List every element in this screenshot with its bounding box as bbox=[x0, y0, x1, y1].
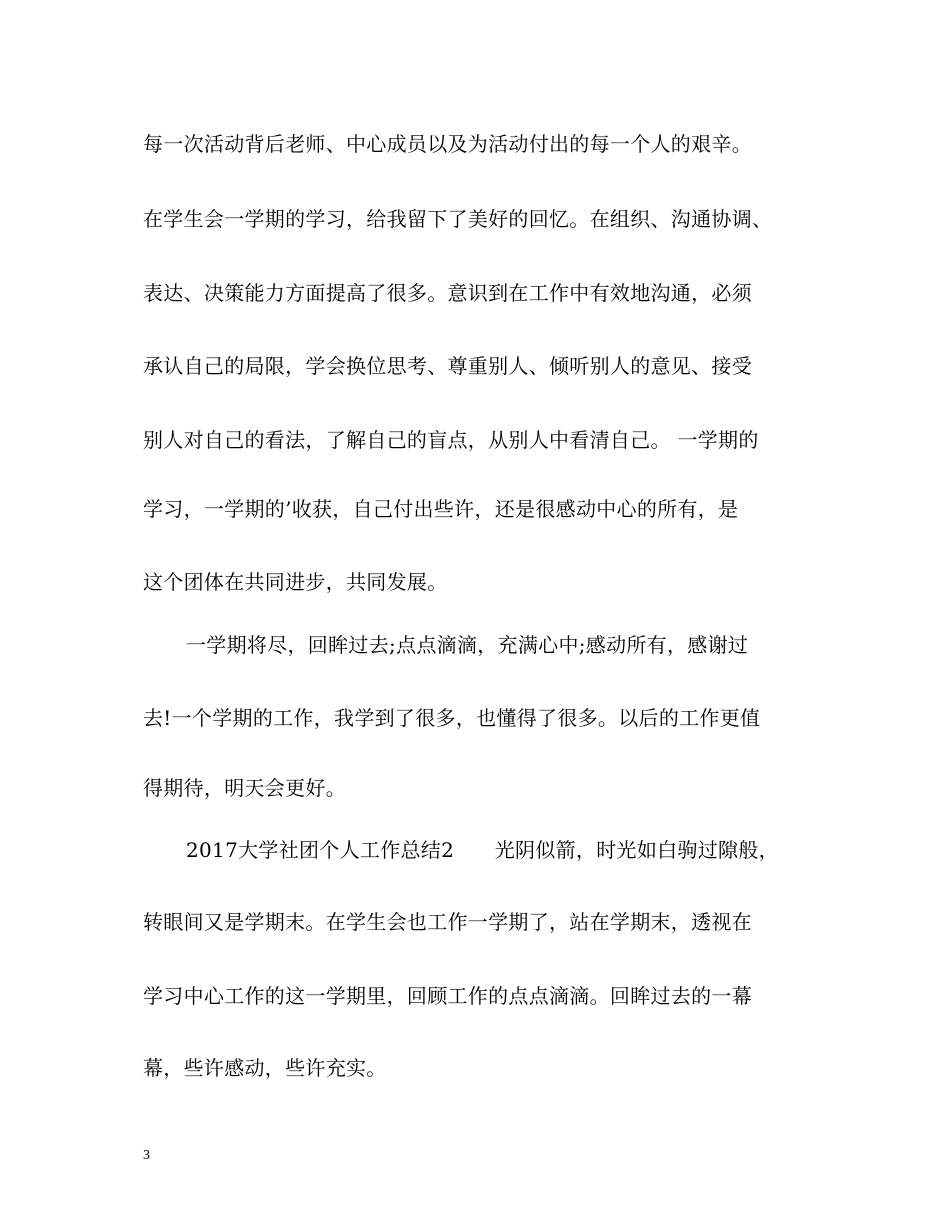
text-line-3: 表达、决策能力方面提高了很多。意识到在工作中有效地沟通，必须 bbox=[143, 281, 752, 305]
text-line-10: 得期待，明天会更好。 bbox=[143, 776, 346, 800]
text-line-8: 一学期将尽，回眸过去;点点滴滴，充满心中;感动所有，感谢过 bbox=[186, 633, 749, 657]
text-line-12: 转眼间又是学期末。在学生会也工作一学期了，站在学期末，透视在 bbox=[143, 910, 752, 934]
text-line-9: 去!一个学期的工作，我学到了很多，也懂得了很多。以后的工作更值 bbox=[143, 706, 761, 730]
text-line-6: 学习，一学期的’收获，自己付出些许，还是很感动中心的所有，是 bbox=[143, 497, 739, 521]
text-line-2: 在学生会一学期的学习，给我留下了美好的回忆。在组织、沟通协调、 bbox=[143, 207, 773, 231]
text-line-5: 别人对自己的看法，了解自己的盲点，从别人中看清自己。 一学期的 bbox=[143, 428, 759, 452]
text-line-7: 这个团体在共同进步，共同发展。 bbox=[143, 570, 448, 594]
text-line-11: 2017大学社团个人工作总结2 光阴似箭，时光如白驹过隙般， bbox=[186, 838, 779, 862]
text-line-13: 学习中心工作的这一学期里，回顾工作的点点滴滴。回眸过去的一幕 bbox=[143, 984, 752, 1008]
text-line-1: 每一次活动背后老师、中心成员以及为活动付出的每一个人的艰辛。 bbox=[143, 132, 752, 156]
text-line-14: 幕，些许感动，些许充实。 bbox=[143, 1056, 387, 1080]
text-line-4: 承认自己的局限，学会换位思考、尊重别人、倾听别人的意见、接受 bbox=[143, 354, 752, 378]
page-number: 3 bbox=[143, 1148, 150, 1163]
